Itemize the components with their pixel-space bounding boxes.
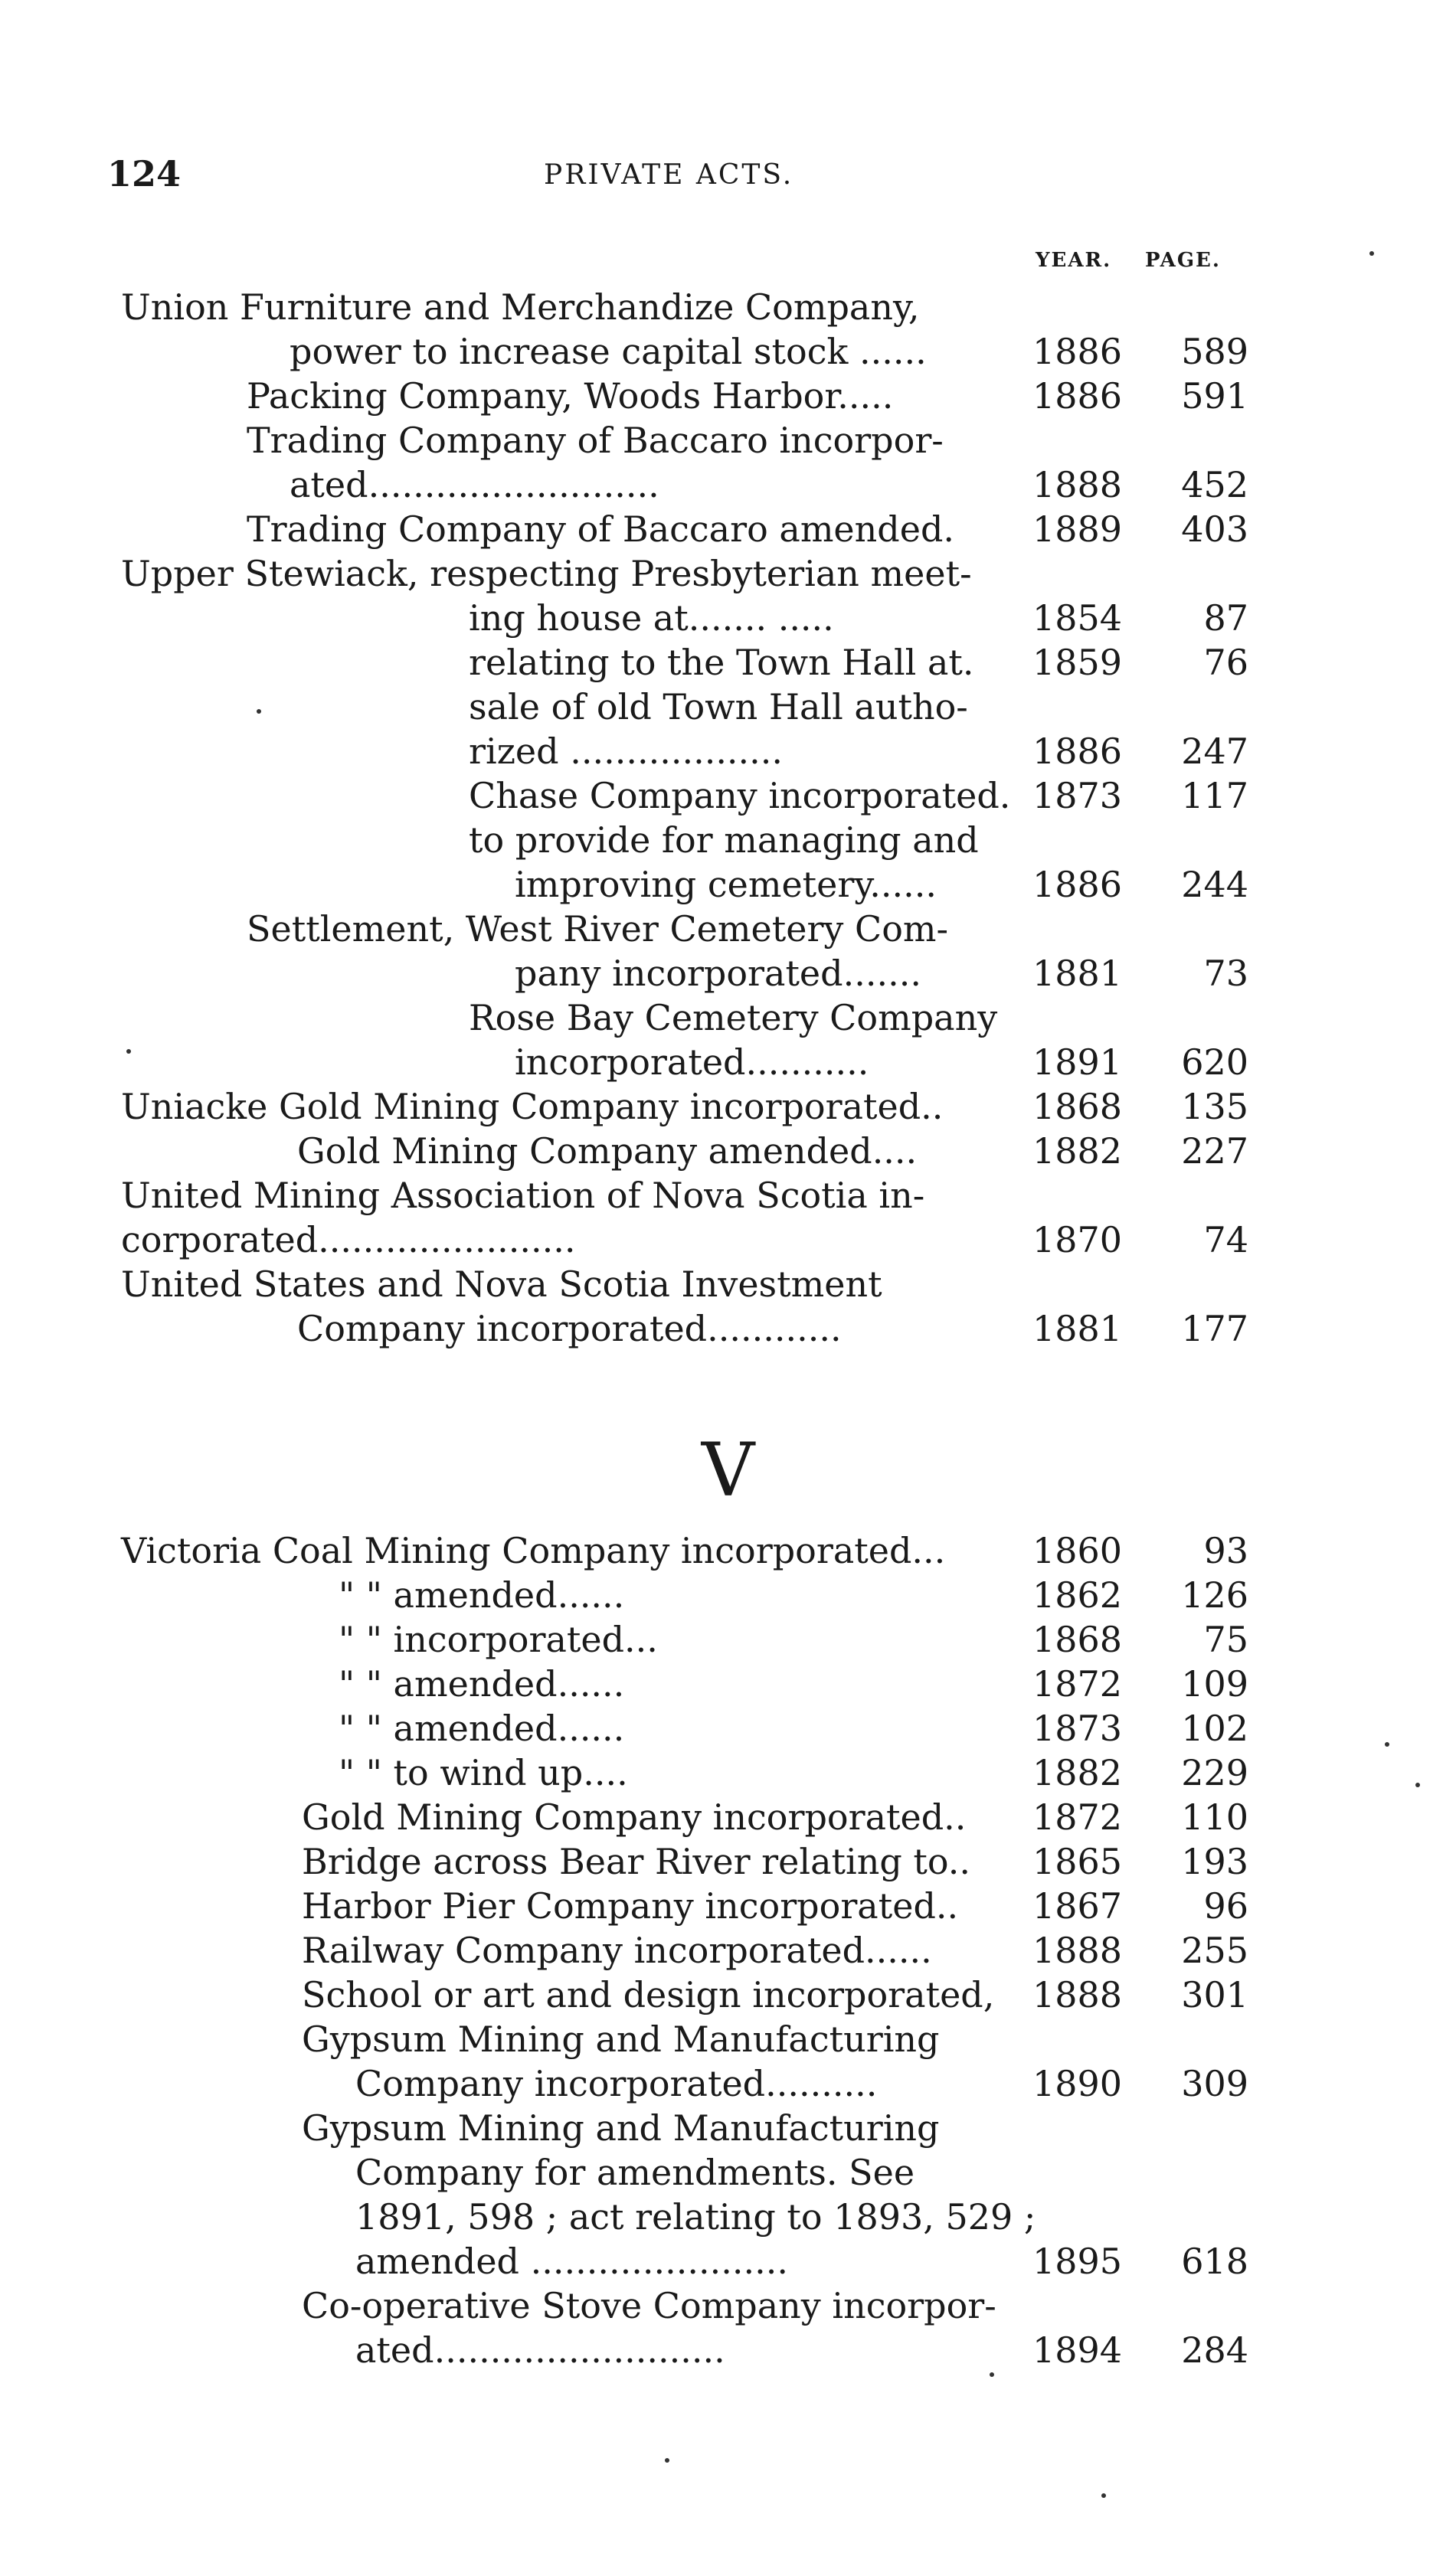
entry-text: Union Furniture and Merchandize Company, — [121, 286, 920, 328]
year-column-heading: YEAR. — [1036, 249, 1112, 272]
entry-page: 403 — [1181, 508, 1248, 550]
section-letter-v: V — [701, 1427, 755, 1513]
entry-text: Victoria Coal Mining Company incorporated... — [121, 1530, 946, 1571]
entry-year: 1881 — [1032, 1308, 1123, 1349]
entry-page: 229 — [1181, 1752, 1248, 1793]
entry-year: 1870 — [1032, 1219, 1123, 1260]
entry-text: Company incorporated............ — [297, 1308, 842, 1349]
entry-page: 126 — [1181, 1574, 1248, 1616]
scan-speck — [1369, 251, 1374, 256]
entry-text: Rose Bay Cemetery Company — [469, 997, 998, 1038]
entry-text: Company for amendments. See — [355, 2152, 915, 2193]
entry-page: 87 — [1203, 597, 1248, 639]
page-column-heading: PAGE. — [1145, 249, 1221, 272]
entry-page: 96 — [1203, 1885, 1248, 1927]
entry-page: 109 — [1181, 1663, 1248, 1705]
entry-year: 1886 — [1032, 375, 1123, 417]
entry-text: Gold Mining Company incorporated.. — [302, 1796, 967, 1838]
scan-speck — [1101, 2493, 1106, 2498]
entry-year: 1860 — [1032, 1530, 1123, 1571]
entry-text: Gypsum Mining and Manufacturing — [302, 2019, 940, 2060]
entry-text: amended ....................... — [355, 2241, 788, 2282]
entry-text: incorporated........... — [515, 1041, 869, 1083]
entry-text: power to increase capital stock ...... — [290, 331, 927, 372]
entry-page: 110 — [1181, 1796, 1248, 1838]
scan-speck — [1415, 1783, 1420, 1787]
entry-page: 74 — [1203, 1219, 1248, 1260]
scan-speck — [665, 2458, 669, 2463]
entry-page: 177 — [1181, 1308, 1248, 1349]
entry-year: 1868 — [1032, 1086, 1123, 1127]
page-number: 124 — [107, 153, 182, 195]
entry-page: 73 — [1203, 953, 1248, 994]
entry-page: 284 — [1181, 2329, 1248, 2371]
entry-text: Co-operative Stove Company incorpor- — [302, 2285, 996, 2326]
entry-year: 1894 — [1032, 2329, 1123, 2371]
scan-speck — [126, 1049, 131, 1054]
entry-page: 591 — [1181, 375, 1248, 417]
entry-text: " " amended...... — [339, 1708, 625, 1749]
entry-text: sale of old Town Hall autho- — [469, 686, 968, 727]
entry-year: 1889 — [1032, 508, 1123, 550]
entry-text: United States and Nova Scotia Investment — [121, 1263, 882, 1305]
entry-year: 1886 — [1032, 331, 1123, 372]
entry-text: pany incorporated....... — [515, 953, 921, 994]
entry-page: 117 — [1181, 775, 1248, 816]
entry-text: Trading Company of Baccaro amended. — [247, 508, 955, 550]
entry-text: Bridge across Bear River relating to.. — [302, 1841, 971, 1882]
entry-year: 1862 — [1032, 1574, 1123, 1616]
entry-text: ated.......................... — [355, 2329, 725, 2371]
entry-text: ated.......................... — [290, 464, 659, 505]
entry-text: Gold Mining Company amended.... — [297, 1130, 918, 1172]
entry-text: Railway Company incorporated...... — [302, 1930, 932, 1971]
entry-text: corporated....................... — [121, 1219, 576, 1260]
entry-page: 75 — [1203, 1619, 1248, 1660]
entry-text: Chase Company incorporated. — [469, 775, 1011, 816]
entry-year: 1882 — [1032, 1130, 1123, 1172]
entry-year: 1867 — [1032, 1885, 1123, 1927]
entry-text: Upper Stewiack, respecting Presbyterian meet- — [121, 553, 972, 594]
entry-page: 301 — [1181, 1974, 1248, 2015]
entry-year: 1886 — [1032, 864, 1123, 905]
entry-text: " " amended...... — [339, 1574, 625, 1616]
entry-text: rized ................... — [469, 731, 784, 772]
entry-year: 1854 — [1032, 597, 1123, 639]
entry-text: United Mining Association of Nova Scotia in- — [121, 1175, 925, 1216]
entry-year: 1881 — [1032, 953, 1123, 994]
entry-page: 309 — [1181, 2063, 1248, 2104]
entry-page: 76 — [1203, 642, 1248, 683]
entry-text: relating to the Town Hall at. — [469, 642, 974, 683]
entry-year: 1868 — [1032, 1619, 1123, 1660]
entry-page: 244 — [1181, 864, 1248, 905]
entry-page: 102 — [1181, 1708, 1248, 1749]
entry-year: 1895 — [1032, 2241, 1123, 2282]
entry-page: 135 — [1181, 1086, 1248, 1127]
entry-year: 1886 — [1032, 731, 1123, 772]
entry-year: 1873 — [1032, 775, 1123, 816]
entry-year: 1888 — [1032, 1930, 1123, 1971]
entry-page: 255 — [1181, 1930, 1248, 1971]
entry-text: 1891, 598 ; act relating to 1893, 529 ; — [355, 2196, 1036, 2238]
entry-text: improving cemetery...... — [515, 864, 937, 905]
entry-text: Harbor Pier Company incorporated.. — [302, 1885, 959, 1927]
entry-page: 227 — [1181, 1130, 1248, 1172]
entry-year: 1891 — [1032, 1041, 1123, 1083]
running-head: PRIVATE ACTS. — [544, 159, 794, 191]
entry-year: 1882 — [1032, 1752, 1123, 1793]
entry-text: Gypsum Mining and Manufacturing — [302, 2107, 940, 2149]
entry-page: 193 — [1181, 1841, 1248, 1882]
scan-speck — [257, 709, 261, 714]
entry-text: Settlement, West River Cemetery Com- — [247, 908, 949, 950]
entry-page: 618 — [1181, 2241, 1248, 2282]
entry-year: 1872 — [1032, 1663, 1123, 1705]
entry-year: 1872 — [1032, 1796, 1123, 1838]
entry-text: Trading Company of Baccaro incorpor- — [247, 420, 944, 461]
entry-text: School or art and design incorporated, — [302, 1974, 995, 2015]
entry-text: Company incorporated.......... — [355, 2063, 878, 2104]
scan-speck — [990, 2372, 994, 2377]
entry-year: 1865 — [1032, 1841, 1123, 1882]
page-header — [107, 153, 1302, 199]
entry-year: 1888 — [1032, 1974, 1123, 2015]
entry-text: to provide for managing and — [469, 819, 979, 861]
entry-page: 589 — [1181, 331, 1248, 372]
entry-text: " " incorporated... — [339, 1619, 658, 1660]
entry-page: 452 — [1181, 464, 1248, 505]
entry-text: Uniacke Gold Mining Company incorporated.. — [121, 1086, 944, 1127]
entry-page: 247 — [1181, 731, 1248, 772]
column-headings — [0, 249, 1456, 280]
entry-text: ing house at....... ..... — [469, 597, 834, 639]
entry-year: 1890 — [1032, 2063, 1123, 2104]
entry-page: 93 — [1203, 1530, 1248, 1571]
entry-year: 1873 — [1032, 1708, 1123, 1749]
entry-text: Packing Company, Woods Harbor..... — [247, 375, 894, 417]
entry-year: 1859 — [1032, 642, 1123, 683]
scan-speck — [1385, 1742, 1389, 1747]
entry-text: " " amended...... — [339, 1663, 625, 1705]
entry-page: 620 — [1181, 1041, 1248, 1083]
entry-year: 1888 — [1032, 464, 1123, 505]
entry-text: " " to wind up.... — [339, 1752, 628, 1793]
